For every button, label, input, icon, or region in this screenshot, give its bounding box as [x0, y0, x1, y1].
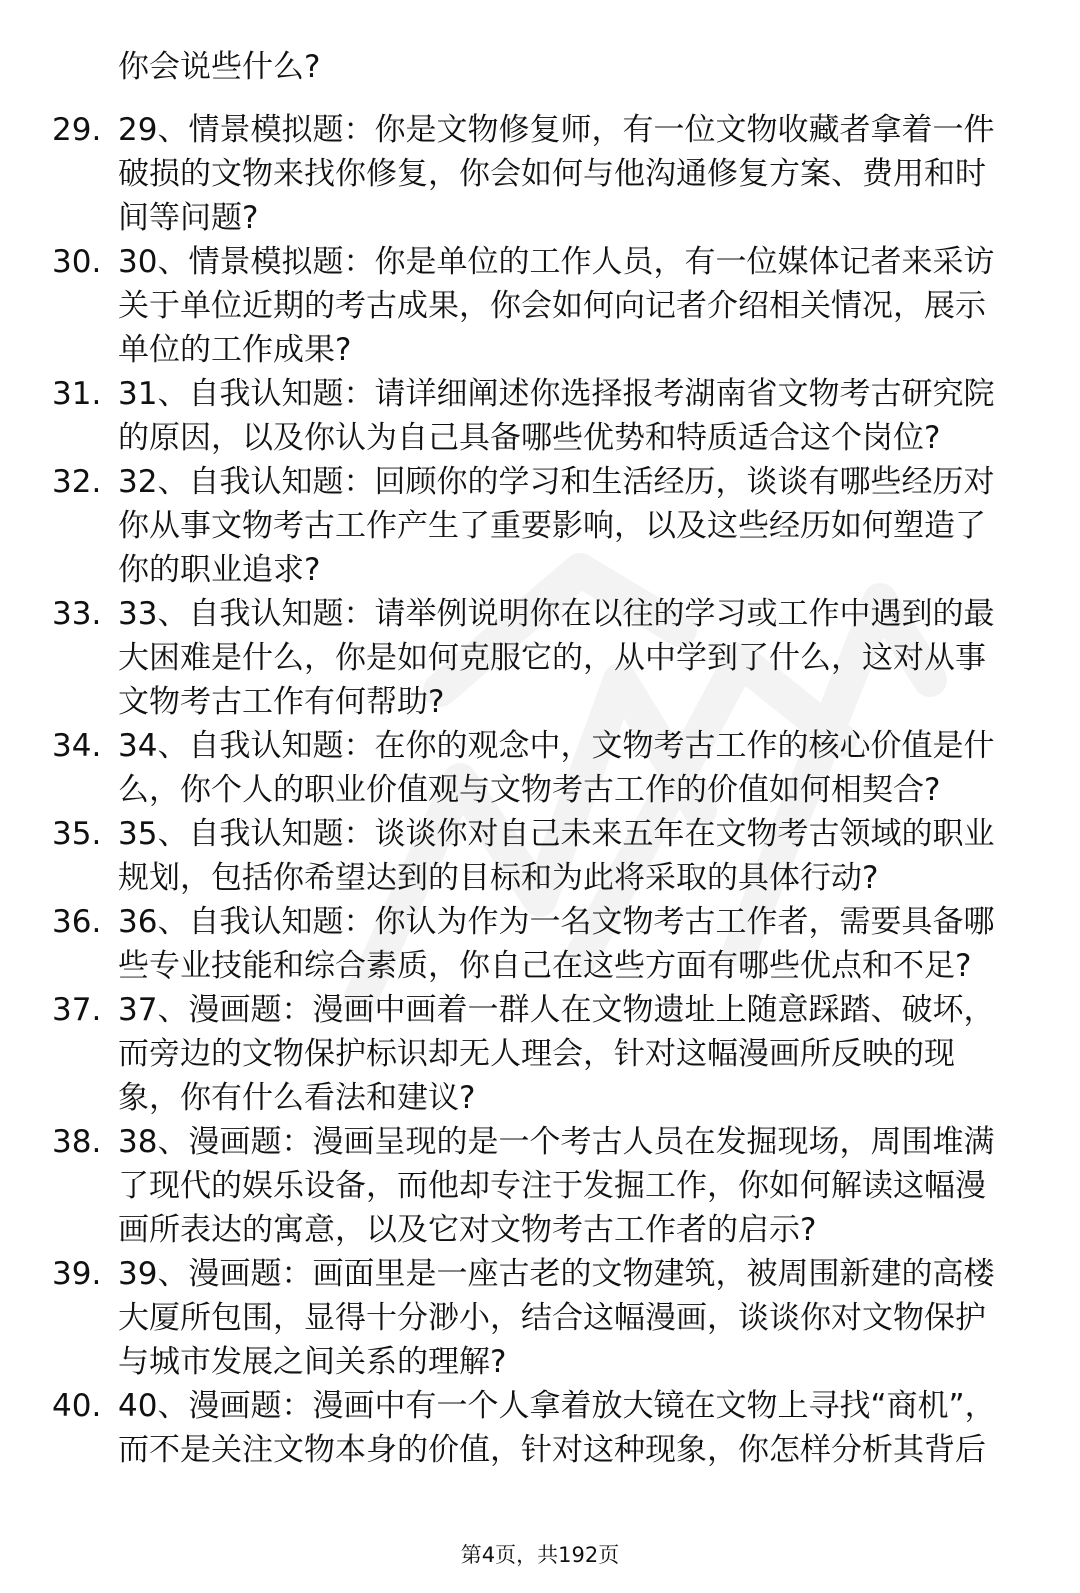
item-number: 31. — [52, 376, 102, 412]
item-text-line: 规划，包括你希望达到的目标和为此将采取的具体行动? — [118, 860, 879, 896]
item-number: 33. — [52, 596, 102, 632]
item-text-line: 你的职业追求? — [118, 552, 321, 588]
item-number: 39. — [52, 1256, 102, 1292]
item-text-line: 画所表达的寓意，以及它对文物考古工作者的启示? — [118, 1212, 817, 1248]
item-text-line: 而不是关注文物本身的价值，针对这种现象，你怎样分析其背后 — [118, 1432, 986, 1468]
item-text-line: 么，你个人的职业价值观与文物考古工作的价值如何相契合? — [118, 772, 941, 808]
item-text-line: 40、漫画题：漫画中有一个人拿着放大镜在文物上寻找“商机”， — [118, 1388, 996, 1424]
item-number: 32. — [52, 464, 102, 500]
item-text-line: 33、自我认知题：请举例说明你在以往的学习或工作中遇到的最 — [118, 596, 995, 632]
item-number: 36. — [52, 904, 102, 940]
item-text-line: 30、情景模拟题：你是单位的工作人员，有一位媒体记者来采访 — [118, 244, 995, 280]
item-text-line: 破损的文物来找你修复，你会如何与他沟通修复方案、费用和时 — [118, 156, 986, 192]
item-text-line: 大困难是什么，你是如何克服它的，从中学到了什么，这对从事 — [118, 640, 986, 676]
item-text-line: 37、漫画题：漫画中画着一群人在文物遗址上随意踩踏、破坏， — [118, 992, 995, 1028]
continuation-line: 你会说些什么? — [118, 49, 321, 85]
item-text-line: 38、漫画题：漫画呈现的是一个考古人员在发掘现场，周围堆满 — [118, 1124, 995, 1160]
item-text-line: 关于单位近期的考古成果，你会如何向记者介绍相关情况，展示 — [118, 288, 986, 324]
item-text-line: 大厦所包围，显得十分渺小，结合这幅漫画，谈谈你对文物保护 — [118, 1300, 986, 1336]
item-text-line: 39、漫画题：画面里是一座古老的文物建筑，被周围新建的高楼 — [118, 1256, 995, 1292]
item-number: 35. — [52, 816, 102, 852]
item-text-line: 34、自我认知题：在你的观念中，文物考古工作的核心价值是什 — [118, 728, 995, 764]
page-footer: 第4页，共192页 — [460, 1543, 620, 1567]
item-text-line: 了现代的娱乐设备，而他却专注于发掘工作，你如何解读这幅漫 — [118, 1168, 986, 1204]
item-text-line: 的原因，以及你认为自己具备哪些优势和特质适合这个岗位? — [118, 420, 941, 456]
item-text-line: 些专业技能和综合素质，你自己在这些方面有哪些优点和不足? — [118, 948, 972, 984]
item-text-line: 象，你有什么看法和建议? — [118, 1080, 476, 1116]
item-number: 40. — [52, 1388, 102, 1424]
item-number: 30. — [52, 244, 102, 280]
item-text-line: 间等问题? — [118, 200, 259, 236]
item-text-line: 31、自我认知题：请详细阐述你选择报考湖南省文物考古研究院 — [118, 376, 995, 412]
item-text-line: 29、情景模拟题：你是文物修复师，有一位文物收藏者拿着一件 — [118, 112, 995, 148]
item-text-line: 与城市发展之间关系的理解? — [118, 1344, 507, 1380]
item-text-line: 32、自我认知题：回顾你的学习和生活经历，谈谈有哪些经历对 — [118, 464, 995, 500]
item-text-line: 36、自我认知题：你认为作为一名文物考古工作者，需要具备哪 — [118, 904, 995, 940]
item-number: 34. — [52, 728, 102, 764]
item-text-line: 单位的工作成果? — [118, 332, 352, 368]
item-number: 38. — [52, 1124, 102, 1160]
item-text-line: 你从事文物考古工作产生了重要影响，以及这些经历如何塑造了 — [118, 508, 986, 544]
item-number: 29. — [52, 112, 102, 148]
item-text-line: 35、自我认知题：谈谈你对自己未来五年在文物考古领域的职业 — [118, 816, 995, 852]
item-number: 37. — [52, 992, 102, 1028]
item-text-line: 文物考古工作有何帮助? — [118, 684, 445, 720]
item-text-line: 而旁边的文物保护标识却无人理会，针对这幅漫画所反映的现 — [118, 1036, 955, 1072]
